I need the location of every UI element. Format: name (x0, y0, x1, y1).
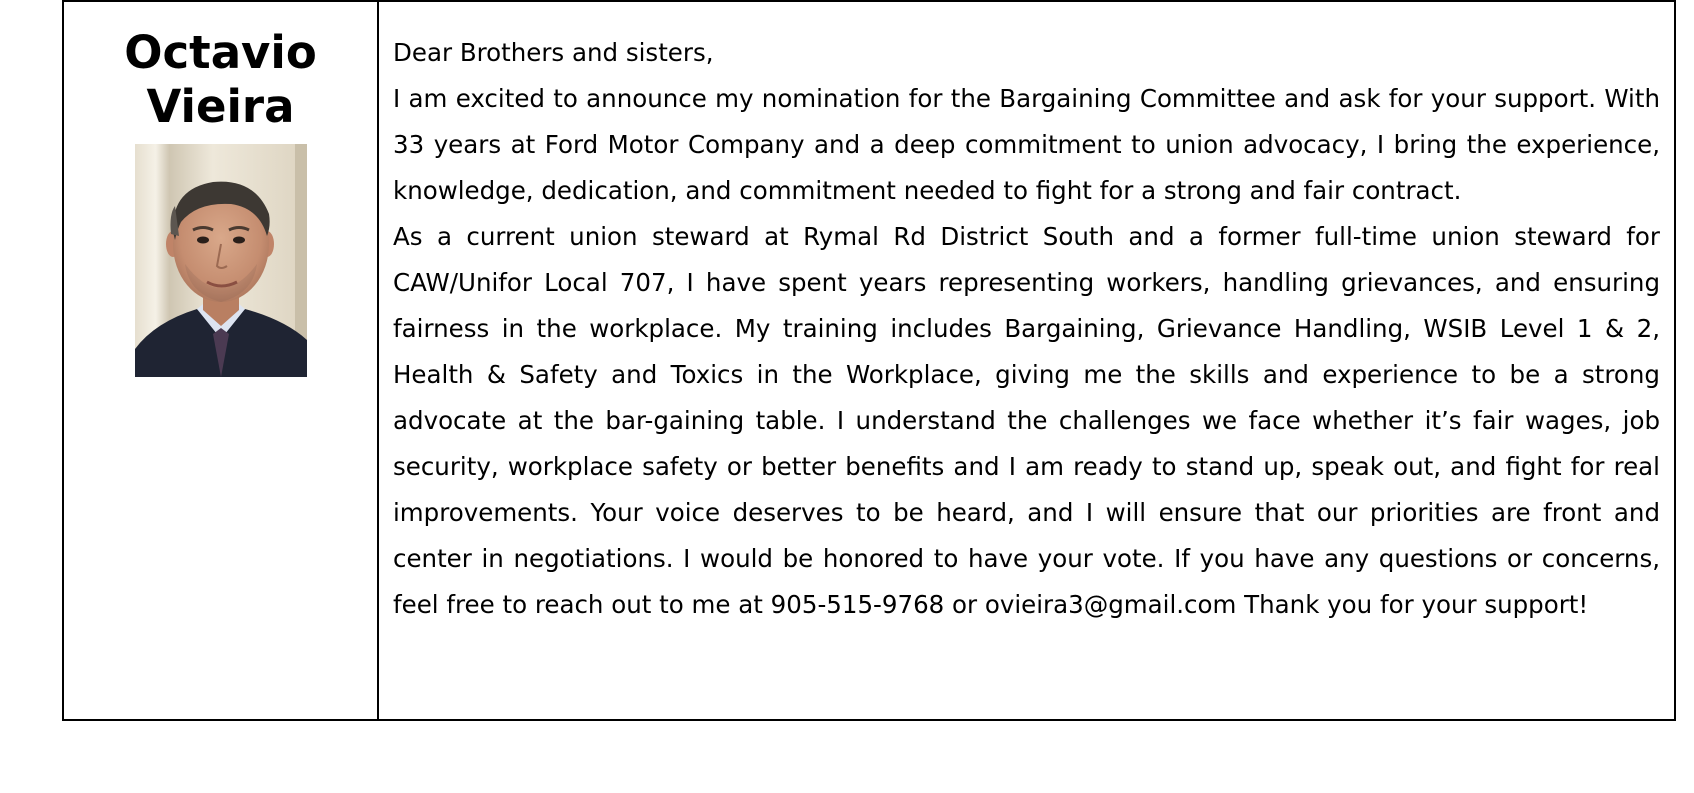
statement-paragraph-1: I am excited to announce my nomination for the Bargaining Committee and ask for your support. With 33 years at Ford Motor Company and a deep commitment to union advocacy, I bring the experience, knowledge, dedication, and commitment needed to fight for a strong and fair contract. (393, 84, 1660, 205)
candidate-name (124, 26, 316, 134)
candidate-table (62, 0, 1676, 721)
letter-greeting: Dear Brothers and sisters, (393, 38, 714, 67)
portrait-photo-icon (135, 144, 307, 377)
candidate-first-name: Octavio (124, 26, 317, 79)
statement-paragraph-2: As a current union steward at Rymal Rd District South and a former full-time union steward for CAW/Unifor Local 707, I have spent years representing workers, handling grievances, and ensuring fairness in the workplace. My training includes Bargaining, Grievance Handling, WSIB Level 1 & 2, Health & Safety and Toxics in the Workplace, giving me the skills and experience to be a strong advocate at the bar-gaining table. I understand the challenges we face whether it’s fair wages, job security, workplace safety or better benefits and I am ready to stand up, speak out, and fight for real improvements. Your voice deserves to be heard, and I will ensure that our priorities are front and center in negotiations. I would be honored to have your vote. If you have any questions or concerns, feel free to reach out to me at 905-515-9768 or ovieira3@gmail.com Thank you for your support! (393, 222, 1660, 619)
candidate-photo (135, 144, 307, 377)
candidate-statement-cell (379, 2, 1674, 719)
candidate-info-cell (64, 2, 379, 719)
candidate-last-name: Vieira (146, 80, 295, 133)
